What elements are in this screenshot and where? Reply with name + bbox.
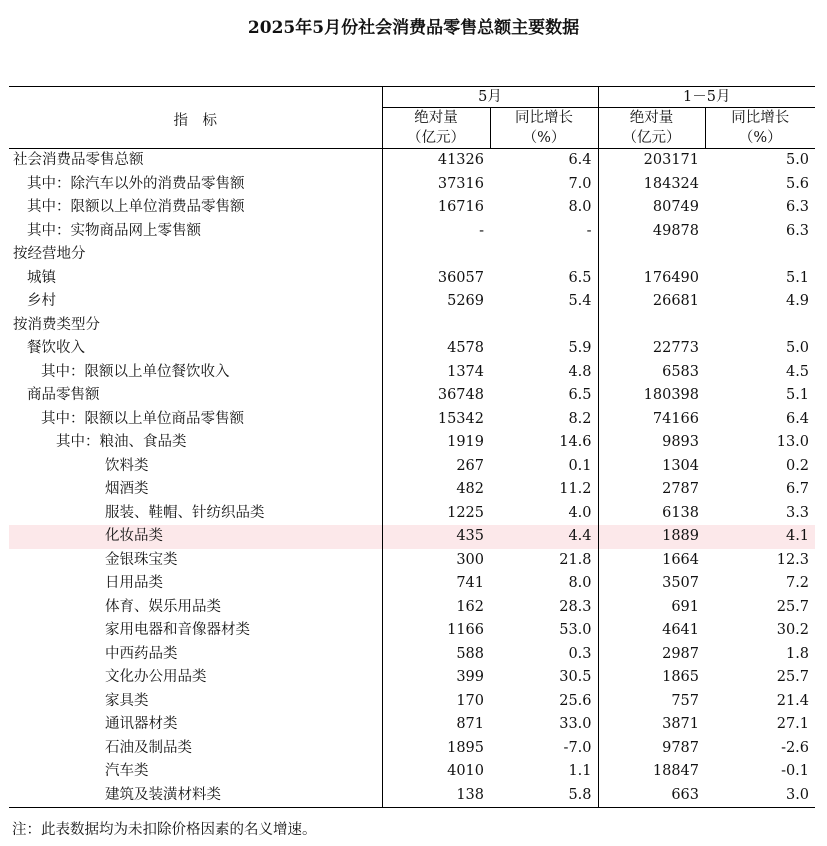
cell-ytd-yoy: 6.3 (785, 199, 810, 215)
cell-ytd-abs: 6583 (598, 361, 705, 385)
cell-ytd-abs: 4641 (598, 619, 705, 643)
table-row (9, 290, 815, 314)
header-period-may: 5月 (382, 87, 598, 108)
cell-may-yoy: 7.0 (568, 175, 592, 192)
cell-may-abs: 36057 (382, 267, 490, 291)
row-label: 饮料类 (105, 457, 149, 474)
table-row (9, 619, 815, 643)
table-row (9, 784, 815, 808)
cell-ytd-yoy: 5.1 (785, 269, 810, 286)
header-abs-label: 绝对量 (629, 110, 674, 126)
row-label: 家具类 (105, 692, 149, 709)
row-label: 按消费类型分 (13, 316, 100, 333)
cell-ytd-yoy: 6.4 (785, 410, 810, 427)
table-row (9, 666, 815, 690)
cell-ytd-yoy: 25.7 (776, 669, 810, 685)
cell-may-abs: 162 (382, 596, 490, 620)
cell-ytd-yoy: 7.2 (785, 575, 810, 591)
cell-ytd-abs: 180398 (598, 384, 705, 408)
row-label: 其中：除汽车以外的消费品零售额 (27, 175, 245, 192)
cell-ytd-yoy (705, 314, 815, 338)
cell-may-abs: 36748 (382, 384, 490, 408)
cell-ytd-abs: 3507 (598, 572, 705, 596)
cell-may-yoy: 5.9 (568, 340, 592, 356)
cell-ytd-abs: 1865 (598, 666, 705, 690)
cell-may-abs: 399 (382, 666, 490, 690)
cell-may-abs: 1166 (382, 619, 490, 643)
table-row (9, 384, 815, 408)
cell-ytd-abs: 6138 (598, 502, 705, 526)
cell-may-abs: 37316 (382, 173, 490, 197)
header-abs-label: 绝对量 (414, 110, 458, 126)
cell-ytd-abs: 9787 (598, 737, 705, 761)
cell-ytd-yoy: 5.6 (785, 175, 810, 192)
table-row (9, 525, 815, 549)
row-label: 其中：粮油、食品类 (56, 434, 187, 450)
cell-ytd-abs: 2787 (598, 478, 705, 502)
retail-sales-table (9, 86, 815, 808)
table-row (9, 572, 815, 596)
header-ytd-yoy (705, 108, 815, 149)
page-title: 2025年5月份社会消费品零售总额主要数据 (247, 18, 580, 38)
table-row (9, 478, 815, 502)
cell-ytd-yoy: 5.0 (785, 340, 810, 356)
row-label: 建筑及装潢材料类 (105, 786, 221, 803)
header-may-yoy (490, 108, 598, 149)
cell-may-yoy: 4.0 (568, 504, 592, 521)
header-yoy-label: 同比增长 (515, 110, 573, 126)
row-label: 中西药品类 (105, 645, 178, 662)
cell-ytd-abs: 9893 (598, 431, 705, 455)
table-row (9, 173, 815, 197)
row-label: 其中：限额以上单位商品零售额 (41, 410, 244, 427)
cell-may-yoy: 6.5 (568, 269, 592, 286)
row-label: 金银珠宝类 (105, 551, 178, 568)
cell-ytd-abs: 1889 (598, 525, 705, 549)
cell-ytd-yoy: 4.9 (785, 293, 810, 309)
cell-ytd-abs: 757 (598, 690, 705, 714)
cell-may-yoy: 4.8 (568, 363, 592, 380)
cell-ytd-abs: 184324 (598, 173, 705, 197)
header-indicator: 指 标 (9, 87, 382, 149)
cell-may-yoy (490, 243, 598, 267)
cell-ytd-abs: 203171 (598, 149, 705, 173)
cell-ytd-yoy: -2.6 (781, 739, 810, 756)
row-label: 化妆品类 (9, 525, 382, 549)
cell-may-yoy: 6.4 (568, 152, 592, 168)
cell-may-abs: 1225 (382, 502, 490, 526)
table-row (9, 337, 815, 361)
row-label: 城镇 (27, 269, 56, 286)
cell-may-abs: 1919 (382, 431, 490, 455)
cell-may-abs: 4578 (382, 337, 490, 361)
row-label: 汽车类 (105, 763, 149, 779)
row-label: 日用品类 (105, 575, 163, 591)
cell-may-yoy: 11.2 (559, 481, 592, 497)
cell-ytd-yoy: 3.0 (785, 786, 810, 803)
cell-may-abs: 16716 (382, 196, 490, 220)
header-yoy-label: 同比增长 (731, 110, 790, 126)
cell-ytd-yoy: 6.7 (785, 481, 810, 497)
table-row (9, 408, 815, 432)
cell-ytd-yoy: 4.5 (785, 363, 810, 380)
row-label: 石油及制品类 (105, 739, 192, 756)
row-label: 体育、娱乐用品类 (105, 598, 221, 615)
cell-may-yoy: 30.5 (559, 669, 592, 685)
row-label: 通讯器材类 (105, 716, 178, 732)
row-label: 乡村 (27, 293, 56, 309)
header-may-abs (382, 108, 490, 149)
cell-ytd-yoy: 25.7 (776, 598, 810, 615)
footnote: 注：此表数据均为未扣除价格因素的名义增速。 (12, 822, 317, 838)
header-period-ytd: 1－5月 (598, 87, 815, 108)
cell-may-yoy: -7.0 (563, 739, 592, 756)
cell-ytd-yoy: 5.0 (785, 152, 810, 168)
table-row (9, 243, 815, 267)
cell-may-yoy: 0.1 (568, 457, 592, 474)
cell-may-yoy: 6.5 (568, 387, 592, 403)
header-abs-unit: （亿元） (622, 130, 681, 146)
cell-ytd-abs: 176490 (598, 267, 705, 291)
cell-ytd-abs: 691 (598, 596, 705, 620)
row-label: 家用电器和音像器材类 (105, 622, 250, 638)
cell-may-abs: 588 (382, 643, 490, 667)
table-row (9, 196, 815, 220)
cell-may-yoy (490, 314, 598, 338)
header-row-periods (9, 87, 815, 108)
cell-may-yoy: 8.2 (568, 410, 592, 427)
cell-may-yoy: 4.4 (490, 525, 598, 549)
cell-ytd-yoy: 21.4 (776, 692, 810, 709)
cell-ytd-yoy: 13.0 (776, 434, 810, 450)
header-ytd-abs (598, 108, 705, 149)
cell-ytd-abs: 2987 (598, 643, 705, 667)
cell-may-yoy: 14.6 (559, 434, 592, 450)
header-yoy-unit: （%） (738, 130, 782, 146)
table-row (9, 455, 815, 479)
header-abs-unit: （亿元） (407, 130, 465, 146)
cell-ytd-abs: 1664 (598, 549, 705, 573)
row-label: 餐饮收入 (27, 340, 85, 356)
cell-ytd-abs: 74166 (598, 408, 705, 432)
cell-may-yoy: 1.1 (568, 763, 592, 779)
cell-may-yoy: 25.6 (559, 692, 592, 709)
cell-may-yoy: 21.8 (559, 551, 592, 568)
cell-ytd-abs (598, 243, 705, 267)
cell-ytd-yoy: 4.1 (705, 525, 815, 549)
cell-may-abs: 5269 (382, 290, 490, 314)
cell-ytd-abs: 663 (598, 784, 705, 808)
table-row (9, 760, 815, 784)
row-label: 社会消费品零售总额 (13, 152, 144, 168)
row-label: 服装、鞋帽、针纺织品类 (105, 504, 265, 521)
cell-may-abs: - (382, 220, 490, 244)
cell-ytd-yoy: 3.3 (785, 504, 810, 521)
cell-may-abs: 871 (382, 713, 490, 737)
cell-may-abs: 15342 (382, 408, 490, 432)
header-yoy-unit: （%） (522, 130, 566, 146)
table-row (9, 220, 815, 244)
cell-ytd-abs: 49878 (598, 220, 705, 244)
cell-may-abs: 138 (382, 784, 490, 808)
cell-may-abs: 435 (382, 525, 490, 549)
cell-may-abs: 1374 (382, 361, 490, 385)
cell-ytd-abs: 26681 (598, 290, 705, 314)
row-label: 其中：限额以上单位消费品零售额 (27, 199, 245, 215)
table-row (9, 502, 815, 526)
cell-may-abs: 482 (382, 478, 490, 502)
cell-ytd-abs: 22773 (598, 337, 705, 361)
cell-ytd-yoy: 6.3 (785, 222, 810, 239)
table-row (9, 690, 815, 714)
cell-may-abs: 267 (382, 455, 490, 479)
table-row (9, 149, 815, 173)
cell-may-abs: 41326 (382, 149, 490, 173)
table-body (9, 149, 815, 808)
cell-may-abs: 741 (382, 572, 490, 596)
cell-may-yoy: 53.0 (559, 622, 592, 638)
cell-may-abs: 170 (382, 690, 490, 714)
cell-may-yoy: 8.0 (568, 199, 592, 215)
cell-ytd-abs (598, 314, 705, 338)
cell-ytd-yoy: 12.3 (776, 551, 810, 568)
cell-may-abs (382, 243, 490, 267)
cell-may-yoy: - (586, 222, 592, 239)
cell-may-yoy: 0.3 (568, 645, 592, 662)
cell-ytd-yoy: 1.8 (785, 645, 810, 662)
cell-may-abs: 1895 (382, 737, 490, 761)
row-label: 按经营地分 (13, 246, 86, 262)
cell-ytd-abs: 18847 (598, 760, 705, 784)
row-label: 商品零售额 (27, 387, 100, 403)
cell-ytd-yoy: 0.2 (785, 457, 810, 474)
cell-ytd-yoy (705, 243, 815, 267)
cell-may-yoy: 5.4 (568, 293, 592, 309)
table-row (9, 314, 815, 338)
table-row (9, 267, 815, 291)
row-label: 烟酒类 (105, 481, 149, 497)
cell-may-yoy: 5.8 (568, 786, 592, 803)
table-row (9, 431, 815, 455)
cell-may-yoy: 33.0 (559, 716, 592, 732)
cell-may-abs: 300 (382, 549, 490, 573)
cell-ytd-yoy: -0.1 (781, 763, 810, 779)
cell-ytd-abs: 1304 (598, 455, 705, 479)
cell-may-abs (382, 314, 490, 338)
table-row (9, 737, 815, 761)
table-row (9, 596, 815, 620)
cell-may-yoy: 8.0 (568, 575, 592, 591)
cell-ytd-yoy: 30.2 (776, 622, 810, 638)
table-row (9, 549, 815, 573)
cell-ytd-yoy: 5.1 (785, 387, 810, 403)
table-row (9, 361, 815, 385)
cell-ytd-abs: 80749 (598, 196, 705, 220)
cell-may-yoy: 28.3 (559, 598, 592, 615)
table-row (9, 713, 815, 737)
row-label: 文化办公用品类 (105, 669, 207, 685)
table-row (9, 643, 815, 667)
cell-may-abs: 4010 (382, 760, 490, 784)
row-label: 其中：限额以上单位餐饮收入 (41, 363, 230, 380)
row-label: 其中：实物商品网上零售额 (27, 222, 201, 239)
cell-ytd-abs: 3871 (598, 713, 705, 737)
cell-ytd-yoy: 27.1 (776, 716, 810, 732)
